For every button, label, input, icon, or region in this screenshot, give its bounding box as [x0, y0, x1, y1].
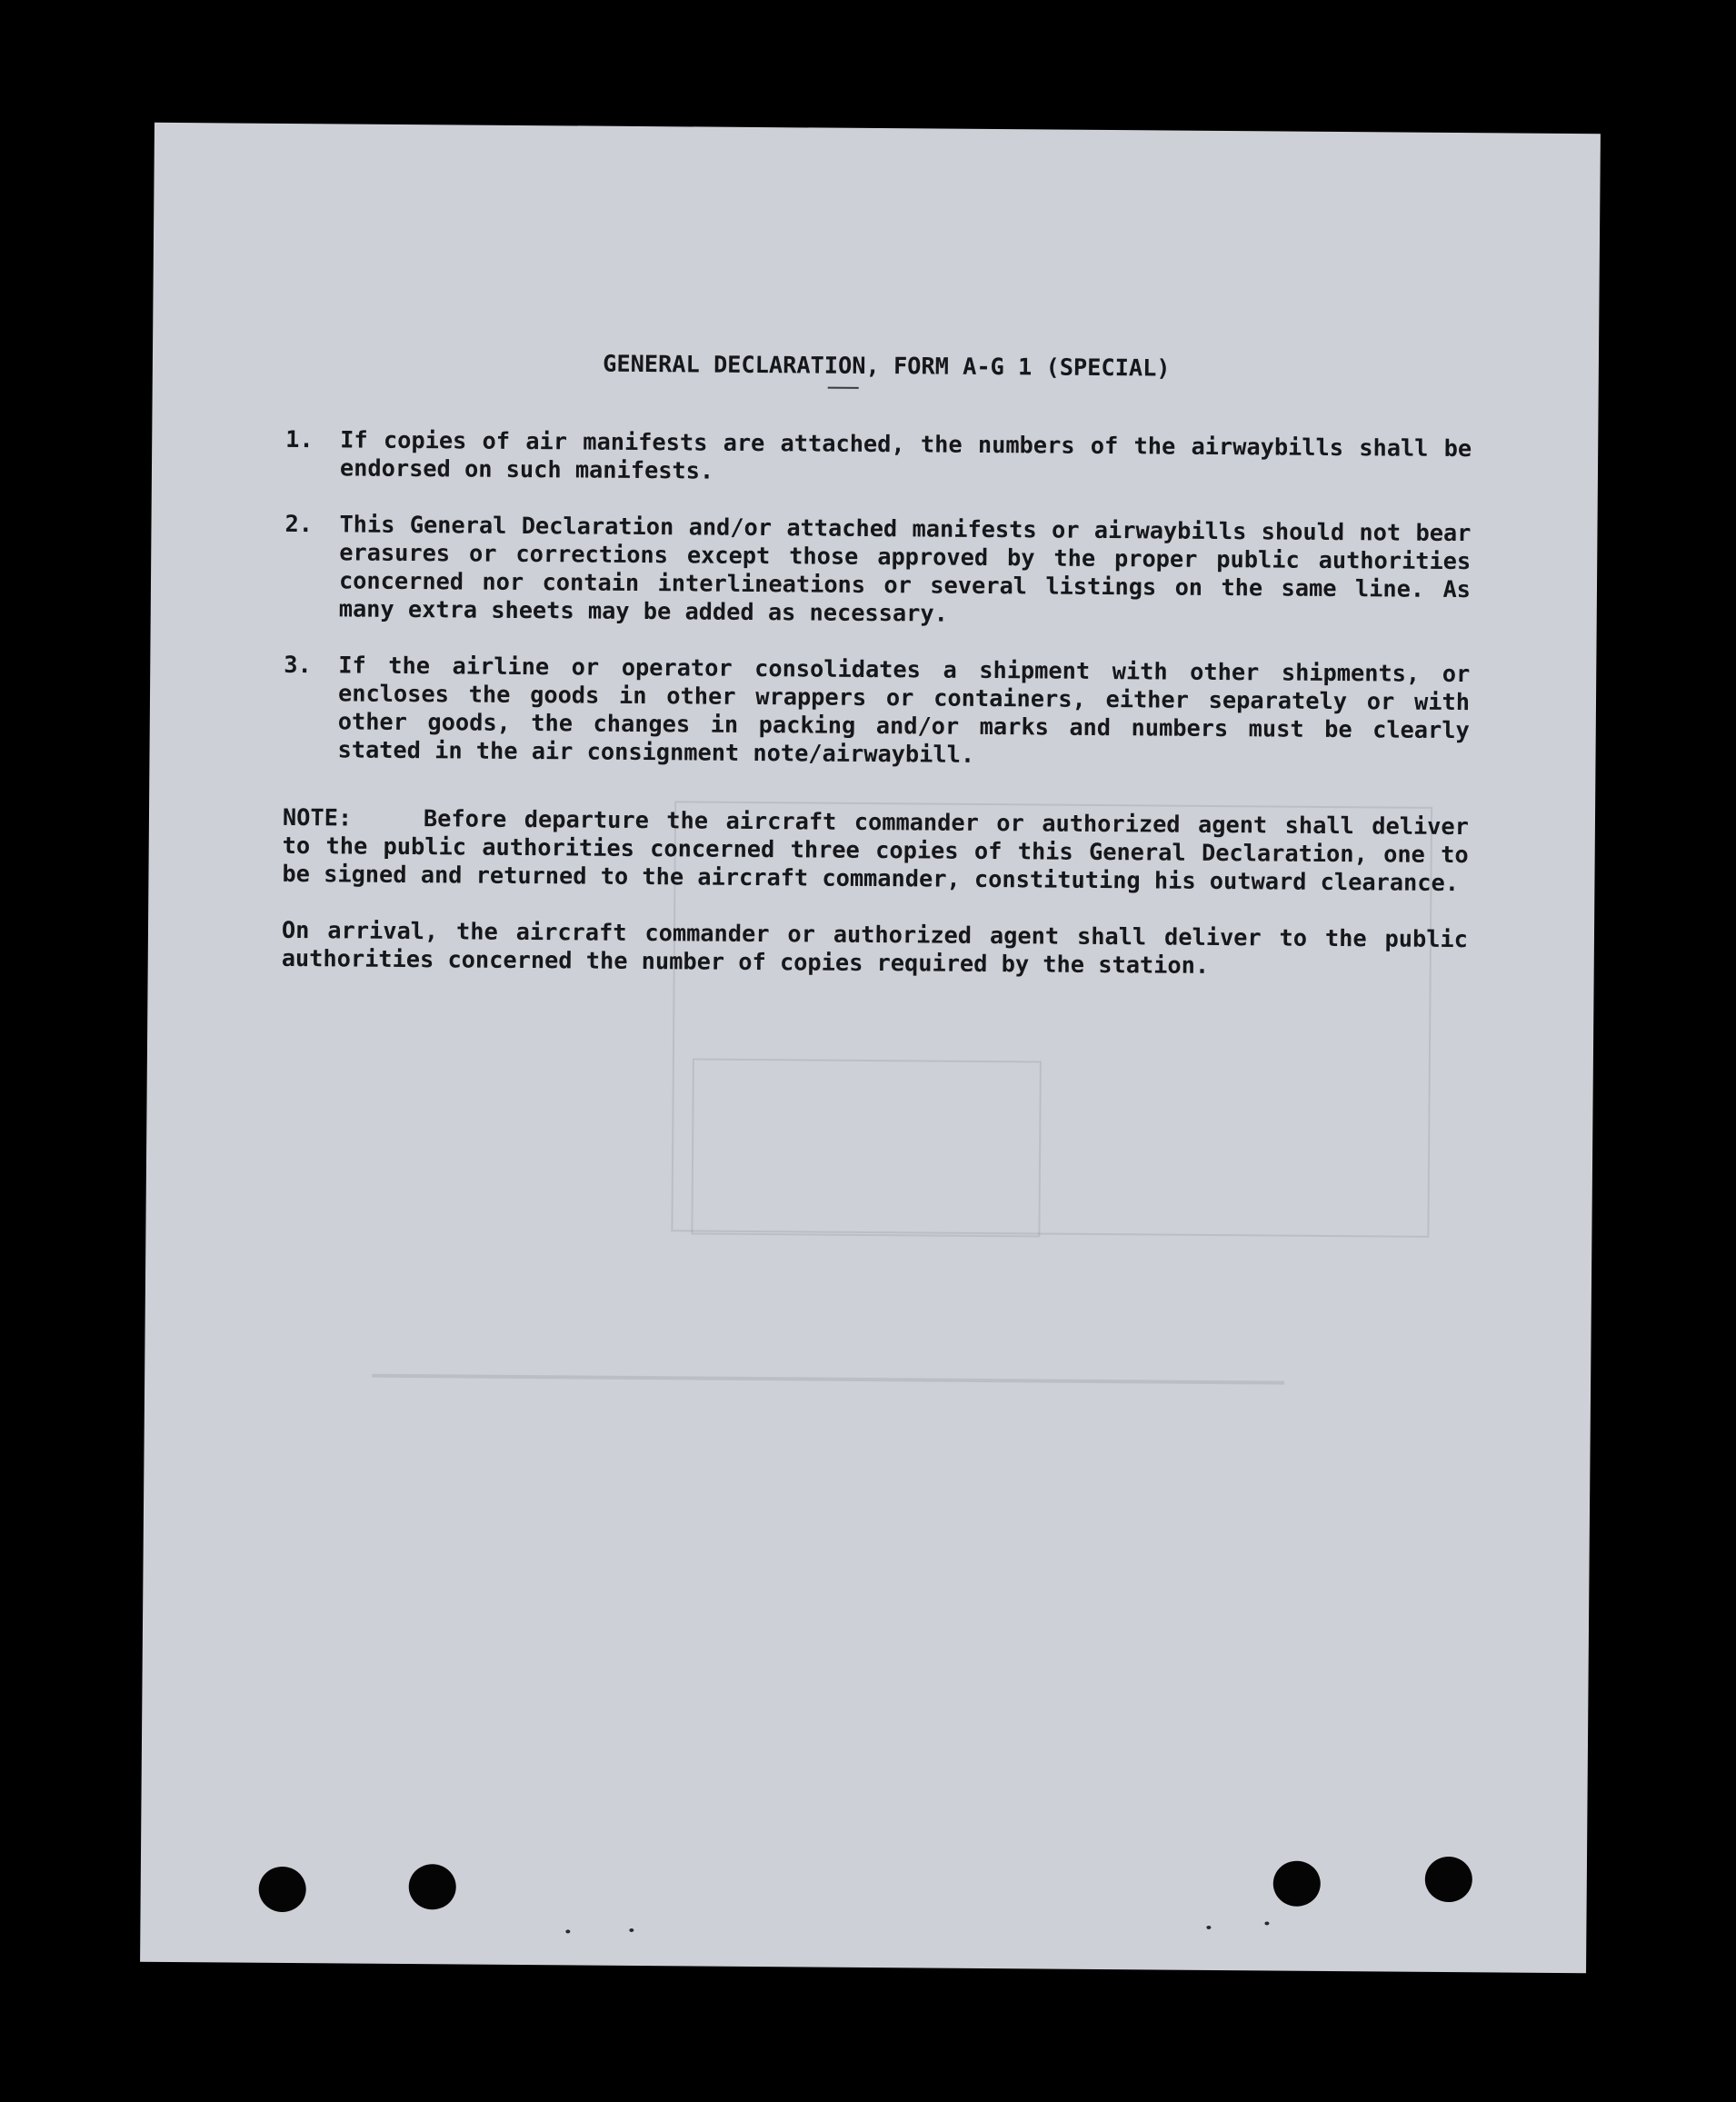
list-item: [284, 510, 1472, 632]
punch-hole: [259, 1867, 306, 1912]
note-text: Before departure the aircraft commander or authorized agent shall deliver to the public authorities concerned three copies of this General Declaration, one to be signed and returned to the aircraft commander, constituting his outward clearance.: [282, 805, 1470, 897]
show-through-box-inner: [691, 1058, 1042, 1237]
item-number: 1.: [285, 425, 314, 453]
punch-hole: [409, 1864, 456, 1909]
declaration-content: [282, 347, 1472, 981]
paper-speck: [1264, 1921, 1269, 1925]
instruction-list: [283, 425, 1472, 772]
arrival-paragraph: On arrival, the aircraft commander or authorized agent shall deliver to the public authorities concerned the number of copies required by the station.: [281, 916, 1469, 979]
item-text: If the airline or operator consolidates a shipment with other shipments, or encloses the goods in other wrappers or containers, either separately or with other goods, the changes in packing and/or marks and numbers must be clearly stated in the air consignment note/airwaybill.: [337, 652, 1471, 768]
document-page: [140, 123, 1601, 1973]
list-item: [285, 425, 1472, 491]
show-through-rule: [372, 1374, 1284, 1385]
punch-hole: [1425, 1857, 1472, 1902]
item-text: If copies of air manifests are attached, the numbers of the airwaybills shall be endorsed on such manifests.: [339, 426, 1472, 484]
paper-speck: [629, 1928, 634, 1932]
paper-speck: [1206, 1926, 1211, 1929]
paper-speck: [565, 1929, 570, 1933]
punch-hole: [1273, 1861, 1321, 1907]
note-paragraph: [282, 803, 1469, 897]
item-text: This General Declaration and/or attached manifests or airwaybills should not bear erasures or corrections except those approved by the proper public authorities concerned nor contain interlineations or several listings on the same line. As many extra sheets may be added as necessary.: [338, 511, 1472, 627]
item-number: 2.: [284, 510, 314, 538]
note-label: NOTE:: [282, 803, 353, 832]
list-item: [283, 651, 1470, 772]
document-title: GENERAL DECLARATION, FORM A-G 1 (SPECIAL): [603, 350, 1171, 382]
item-number: 3.: [284, 651, 312, 679]
title-underline: [828, 387, 859, 389]
